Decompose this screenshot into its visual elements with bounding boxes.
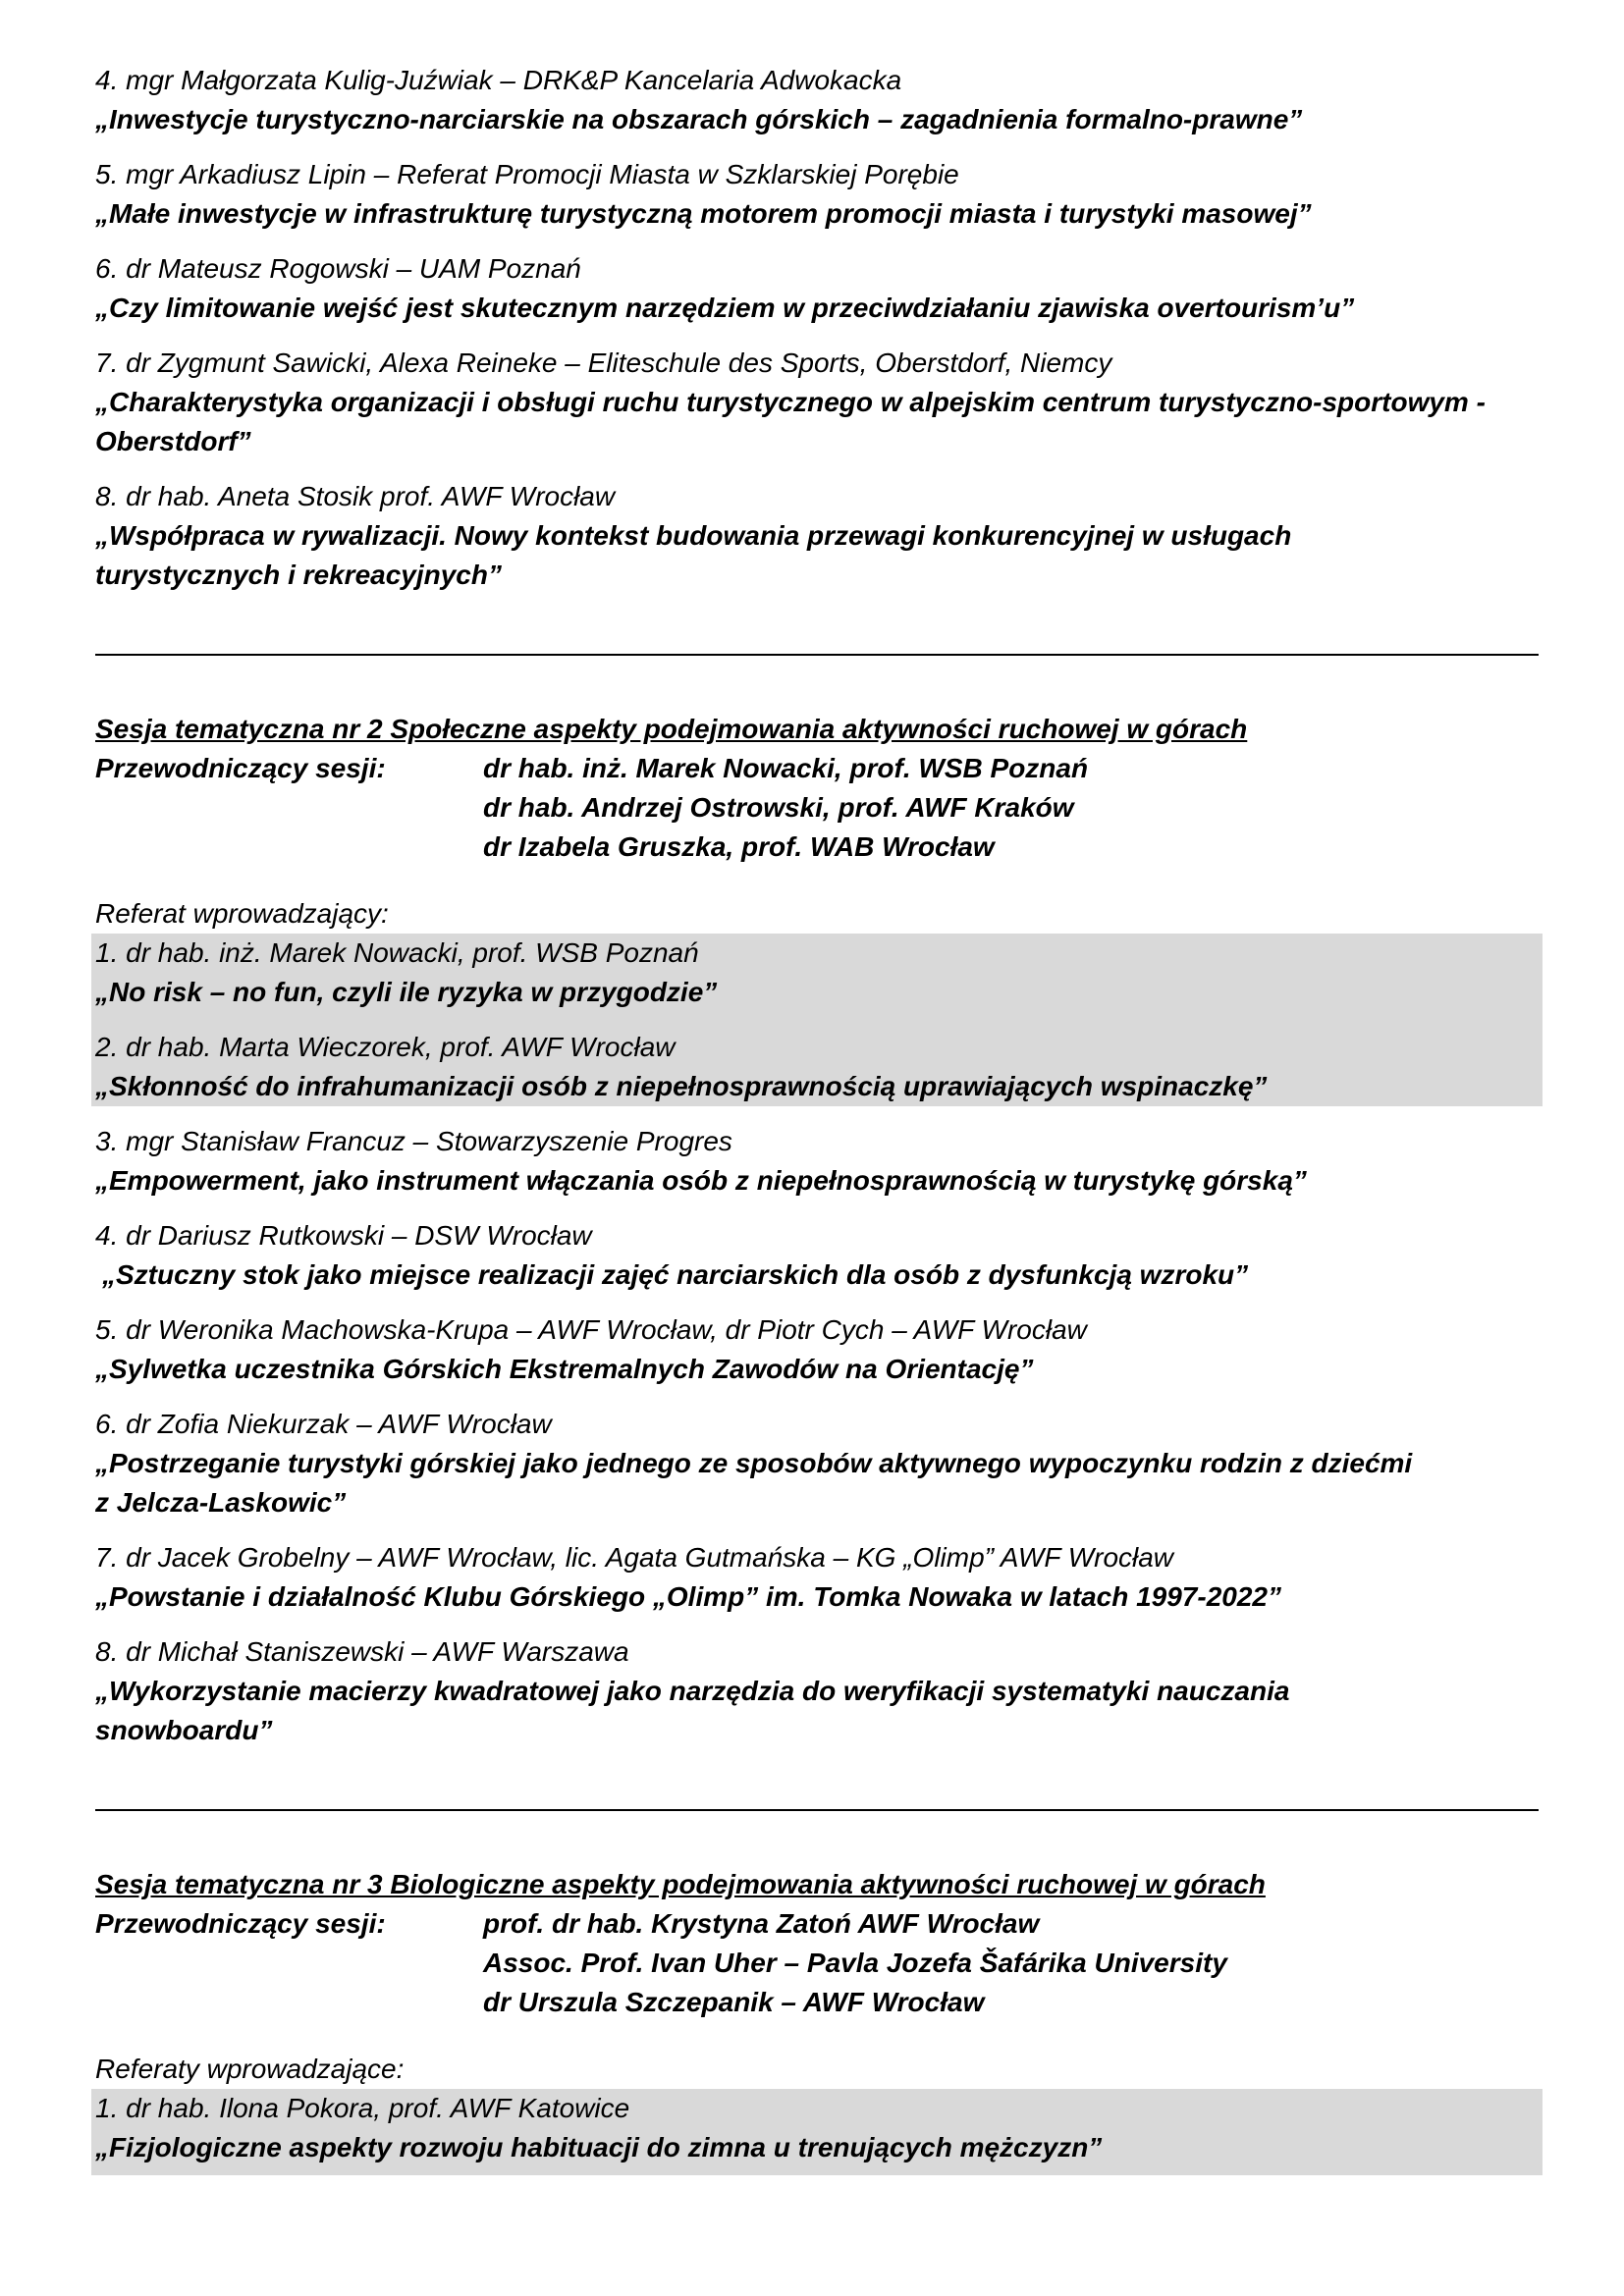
session2	[95, 710, 1539, 1750]
entry-title: „No risk – no fun, czyli ile ryzyka w przygodzie”	[95, 977, 718, 1007]
entry-author: 3. mgr Stanisław Francuz – Stowarzyszenie Progres	[95, 1126, 732, 1156]
entry-author: 5. dr Weronika Machowska-Krupa – AWF Wrocław, dr Piotr Cych – AWF Wrocław	[95, 1314, 1087, 1345]
entry-author: 4. dr Dariusz Rutkowski – DSW Wrocław	[95, 1220, 592, 1251]
list-item	[95, 344, 1539, 461]
chair-name: prof. dr hab. Krystyna Zatoń AWF Wrocław	[483, 1908, 1040, 1939]
entry-title: „Empowerment, jako instrument włączania osób z niepełnosprawnością w turystykę górską”	[95, 1165, 1307, 1196]
intro-label: Referaty wprowadzające:	[95, 2054, 405, 2084]
list-item	[95, 61, 1539, 139]
entry-title: „Fizjologiczne aspekty rozwoju habituacji do zimna u trenujących mężczyzn”	[95, 2132, 1103, 2163]
entry-title: „Inwestycje turystyczno-narciarskie na obszarach górskich – zagadnienia formalno-prawne”	[95, 104, 1303, 134]
entry-title: „Sylwetka uczestnika Górskich Ekstremalnych Zawodów na Orientację”	[95, 1354, 1034, 1384]
entry-title-line: „Charakterystyka organizacji i obsługi ruchu turystycznego w alpejskim centrum turystyczno-sportowym -	[95, 387, 1486, 417]
chair-name: dr Izabela Gruszka, prof. WAB Wrocław	[483, 831, 995, 862]
list-item	[95, 1216, 1539, 1295]
session1-entries	[95, 61, 1539, 595]
entry-author: 5. mgr Arkadiusz Lipin – Referat Promocji Miasta w Szklarskiej Porębie	[95, 159, 959, 189]
list-item	[95, 1028, 1543, 1106]
entry-title: „Powstanie i działalność Klubu Górskiego „Olimp” im. Tomka Nowaka w latach 1997-2022”	[95, 1581, 1281, 1612]
entry-author: 6. dr Mateusz Rogowski – UAM Poznań	[95, 253, 581, 284]
entry-title-line: „Wykorzystanie macierzy kwadratowej jako narzędzia do weryfikacji systematyki nauczania	[95, 1676, 1290, 1706]
list-item	[95, 249, 1539, 328]
session-chairs	[95, 749, 1539, 867]
chairs-label: Przewodniczący sesji:	[95, 1908, 386, 1939]
list-item	[95, 1405, 1539, 1522]
chairs-list	[483, 1904, 1227, 2022]
list-item	[95, 1310, 1539, 1389]
chairs-label: Przewodniczący sesji:	[95, 753, 386, 783]
list-item	[95, 1632, 1539, 1750]
list-item	[95, 155, 1539, 234]
list-item	[95, 934, 1543, 1012]
list-item	[95, 1538, 1539, 1617]
list-item	[95, 2089, 1543, 2167]
list-item	[95, 477, 1539, 595]
entry-author: 1. dr hab. Ilona Pokora, prof. AWF Katowice	[95, 2093, 630, 2123]
session3	[95, 1865, 1539, 2175]
entry-title-line: turystycznych i rekreacyjnych”	[95, 560, 502, 590]
chair-name: dr hab. Andrzej Ostrowski, prof. AWF Kraków	[483, 792, 1074, 823]
chairs-list	[483, 749, 1088, 867]
entry-title: „Małe inwestycje w infrastrukturę turystyczną motorem promocji miasta i turystyki masowej”	[95, 198, 1312, 229]
chair-name: dr hab. inż. Marek Nowacki, prof. WSB Poznań	[483, 753, 1089, 783]
entry-title-line: snowboardu”	[95, 1715, 273, 1745]
entry-title: „Skłonność do infrahumanizacji osób z niepełnosprawnością uprawiających wspinaczkę”	[95, 1071, 1268, 1101]
entry-title-line: „Współpraca w rywalizacji. Nowy kontekst budowania przewagi konkurencyjnej w usługach	[95, 520, 1292, 551]
session-chairs	[95, 1904, 1539, 2022]
entry-title-line: „Postrzeganie turystyki górskiej jako jednego ze sposobów aktywnego wypoczynku rodzin z dziećmi	[95, 1448, 1413, 1478]
entry-author: 8. dr hab. Aneta Stosik prof. AWF Wrocław	[95, 481, 616, 511]
page-content	[95, 61, 1539, 2175]
highlighted-entries	[91, 2089, 1543, 2175]
session-heading: Sesja tematyczna nr 2 Społeczne aspekty podejmowania aktywności ruchowej w górach	[95, 714, 1248, 744]
entry-author: 8. dr Michał Staniszewski – AWF Warszawa	[95, 1636, 629, 1667]
entry-author: 2. dr hab. Marta Wieczorek, prof. AWF Wrocław	[95, 1032, 676, 1062]
entry-author: 1. dr hab. inż. Marek Nowacki, prof. WSB Poznań	[95, 937, 699, 968]
list-item	[95, 1122, 1539, 1201]
entry-author: 7. dr Zygmunt Sawicki, Alexa Reineke – Eliteschule des Sports, Oberstdorf, Niemcy	[95, 347, 1112, 378]
chair-name: Assoc. Prof. Ivan Uher – Pavla Jozefa Šafárika University	[483, 1948, 1227, 1978]
session-heading: Sesja tematyczna nr 3 Biologiczne aspekty podejmowania aktywności ruchowej w górach	[95, 1869, 1266, 1899]
intro-label: Referat wprowadzający:	[95, 898, 389, 929]
entry-author: 4. mgr Małgorzata Kulig-Juźwiak – DRK&P Kancelaria Adwokacka	[95, 65, 902, 95]
entry-title: „Sztuczny stok jako miejsce realizacji zajęć narciarskich dla osób z dysfunkcją wzroku”	[102, 1259, 1249, 1290]
entry-title-line: Oberstdorf”	[95, 426, 251, 456]
highlighted-entries	[91, 934, 1543, 1106]
entry-author: 6. dr Zofia Niekurzak – AWF Wrocław	[95, 1409, 552, 1439]
chair-name: dr Urszula Szczepanik – AWF Wrocław	[483, 1987, 985, 2017]
entry-title-line: z Jelcza-Laskowic”	[95, 1487, 347, 1518]
entry-author: 7. dr Jacek Grobelny – AWF Wrocław, lic. Agata Gutmańska – KG „Olimp” AWF Wrocław	[95, 1542, 1174, 1573]
entry-title: „Czy limitowanie wejść jest skutecznym narzędziem w przeciwdziałaniu zjawiska overtourism’u”	[95, 293, 1355, 323]
